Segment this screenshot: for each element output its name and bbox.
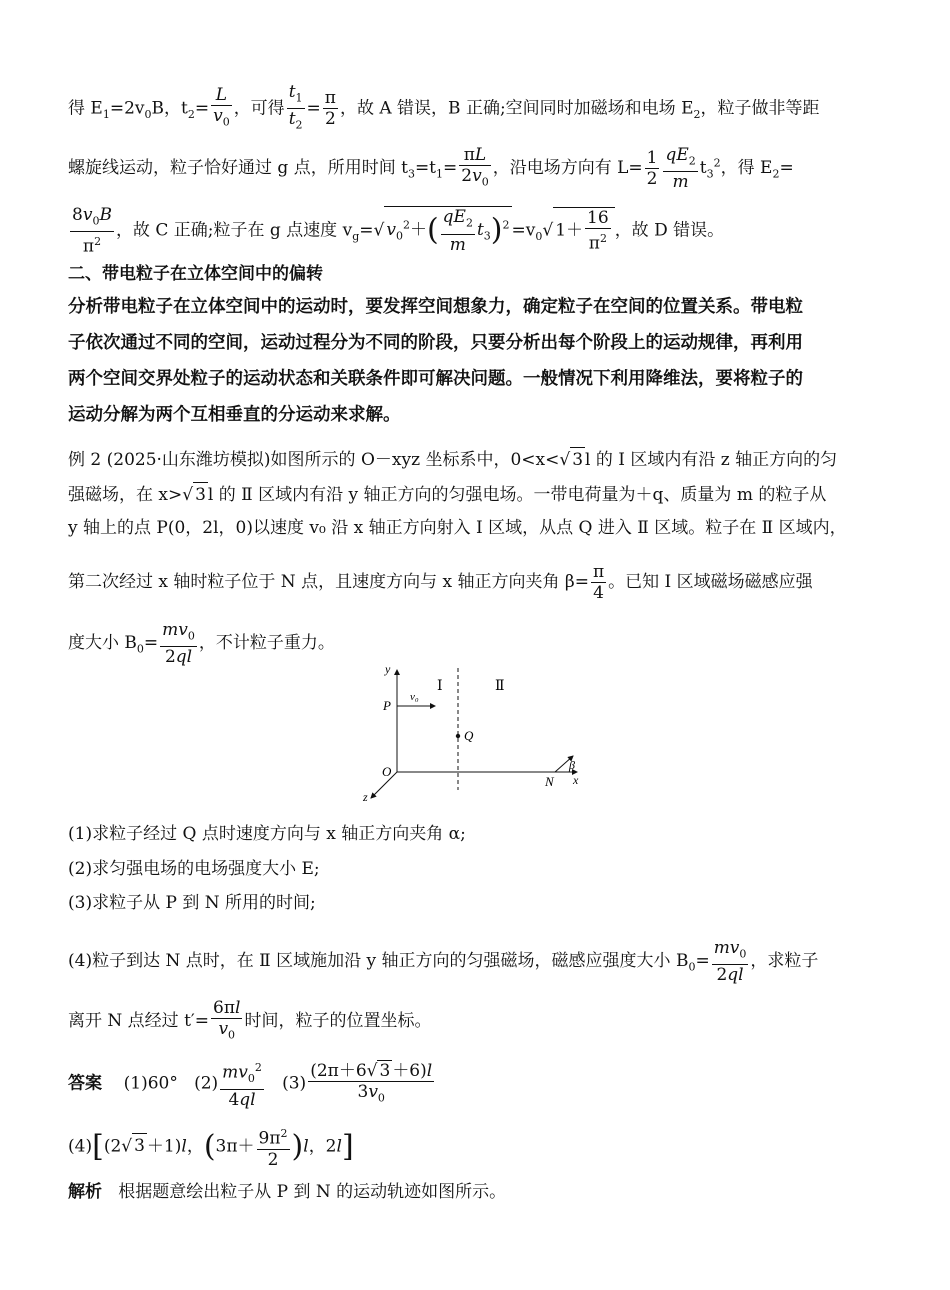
text: =: [695, 951, 710, 972]
section-para-4: 运动分解为两个互相垂直的分运动来求解。: [68, 405, 401, 425]
label-region-2: Ⅱ: [495, 679, 505, 694]
text: ，故 C 正确;粒子在 g 点速度 v: [115, 220, 353, 241]
fraction-8v0B-pi2: $\frac{8v_0B}{\pi^2}$: [72, 205, 112, 258]
answer-line: [68, 1058, 890, 1110]
question-2: (2)求匀强电场的电场强度大小 E;: [68, 859, 320, 879]
label-x: x: [573, 773, 579, 787]
text: =: [306, 98, 321, 119]
text: 。已知 Ⅰ 区域磁场磁感应强: [608, 572, 813, 592]
text: ，得 E: [720, 158, 773, 179]
text: =: [194, 98, 210, 119]
radical-vg: $v_0^2+$( $\frac{qE_2}{m}$ $t_3)^2$: [386, 207, 510, 255]
section-para-3: 两个空间交界处粒子的运动状态和关联条件即可解决问题。一般情况下利用降维法，要将粒子的: [68, 369, 803, 389]
fraction-half: $\frac{1}{2}$: [646, 148, 658, 190]
example-line-5: 度大小 $B_0=$ $\frac{mv_0}{2ql}$ ，不计粒子重力。: [68, 620, 335, 668]
text: ，求粒子: [750, 951, 819, 972]
text: l 的 Ⅱ 区域内有沿 y 轴正方向的匀强电场。一带电荷量为＋q、质量为 m 的粒子从: [207, 485, 827, 505]
example-line-1: 例 2 (2025·山东潍坊模拟)如图所示的 O－xyz 坐标系中，0<x<√ 3 l 的 Ⅰ 区域内有沿 z 轴正方向的匀: [68, 447, 890, 472]
fraction-L-v0: $\frac{L}{v_0}$: [213, 85, 230, 129]
answer-3: (3): [282, 1073, 307, 1094]
text: ，故 A 错误，B 正确;空间同时加磁场和电场 E: [339, 98, 694, 119]
text: =v: [511, 220, 536, 241]
text: 离开 N 点经过 t′=: [68, 1011, 210, 1032]
example-line-4: [68, 562, 890, 603]
label-v0: v₀: [410, 691, 419, 703]
text: 第二次经过 x 轴时粒子位于 N 点，且速度方向与 x 轴正方向夹角 β=: [68, 572, 589, 592]
section-para-1: 分析带电粒子在立体空间中的运动时，要发挥空间想象力，确定粒子在空间的位置关系。带电粒: [68, 297, 803, 317]
text: ，不计粒子重力。: [198, 633, 335, 654]
label-O: O: [382, 764, 392, 779]
text: ，可得: [233, 98, 285, 119]
fraction-mv0-2ql: $\frac{mv_0}{2ql}$: [162, 620, 195, 668]
fraction-6pil-v0: $\frac{6\pi l}{v_0}$: [213, 998, 241, 1042]
text: 强磁场，在 x>: [68, 485, 183, 505]
analysis-label: 解析: [68, 1182, 102, 1202]
point-Q: [456, 734, 460, 738]
question-5: [68, 998, 890, 1045]
text: =: [779, 158, 794, 179]
fraction-t1-t2: $\frac{t_1}{t_2}$: [288, 82, 303, 132]
text: 度大小 B: [68, 633, 137, 654]
radical-1-16-pi2: 1＋ $\frac{16}{\pi^2}$: [553, 207, 614, 254]
label-region-1: Ⅰ: [437, 679, 443, 694]
example-line-2: 强磁场，在 x>√ 3 l 的 Ⅱ 区域内有沿 y 轴正方向的匀强电场。一带电荷量为＋q、质量为 m 的粒子从: [68, 482, 890, 507]
text: =t: [414, 158, 437, 179]
text: t: [699, 158, 707, 179]
coordinate-figure: [355, 660, 595, 805]
text: l 的 Ⅰ 区域内有沿 z 轴正方向的匀: [585, 450, 838, 470]
section-heading: 二、带电粒子在立体空间中的偏转: [68, 264, 323, 284]
answer-1: (1)60°: [123, 1073, 178, 1094]
text: B，t: [151, 98, 188, 119]
solution-line-1: 得 $E_1=2v_0B$，$t_2=$ $\frac{L}{v_0}$ ，可得 $\frac{t_1}{t_2}$ = $\frac{\pi}{2}$ ，故 A 错误，B 正确;空间同时加磁场和电场 $E_2$，粒子做非等距: [68, 82, 890, 136]
solution-line-3: $\frac{8v_0B}{\pi^2}$ ，故 C 正确;粒子在 g 点速度 $v_g=√$ $v_0^2+$( $\frac{qE_2}{m}$ $t_3)^2 =v_0√$ 1＋ $\frac{16}{\pi^2}$ ，故 D 错误。: [72, 205, 725, 258]
label-z: z: [363, 790, 368, 804]
text: (4)粒子到达 N 点时，在 Ⅱ 区域施加沿 y 轴正方向的匀强磁场，磁感应强度大小 B: [68, 951, 689, 972]
text: ，沿电场方向有 L=: [492, 158, 643, 179]
answer-4-line: (4)[(2√ 3 ＋1)l，(3π＋ $\frac{9\pi^2}{2}$ )l，2l]: [68, 1124, 890, 1170]
answer-2: (2): [194, 1073, 219, 1094]
question-3: (3)求粒子从 P 到 N 所用的时间;: [68, 893, 316, 913]
fraction-qE2-m: $\frac{qE_2}{m}$: [665, 145, 696, 193]
text: 螺旋线运动，粒子恰好通过 g 点，所用时间 t: [68, 158, 408, 179]
section-para-2: 子依次通过不同的空间，运动过程分为不同的阶段，只要分析出每个阶段上的运动规律，再利用: [68, 333, 803, 353]
text: ，故 D 错误。: [614, 220, 725, 241]
text: =: [443, 158, 458, 179]
text: =: [359, 220, 374, 241]
example-line-3: y 轴上的点 P(0，2l，0)以速度 v₀ 沿 x 轴正方向射入 Ⅰ 区域，从点 Q 进入 Ⅱ 区域。粒子在 Ⅱ 区域内，: [68, 518, 847, 538]
fraction-mv0-2ql: $\frac{mv_0}{2ql}$: [713, 938, 747, 986]
question-4: (4)粒子到达 N 点时，在 Ⅱ 区域施加沿 y 轴正方向的匀强磁场，磁感应强度大小 $B_0=$ $\frac{mv_0}{2ql}$ ，求粒子: [68, 938, 819, 986]
label-y: y: [385, 662, 391, 676]
fraction-piL-2v0: $\frac{\pi L}{2v_0}$: [461, 145, 489, 189]
text: 例 2 (2025·山东潍坊模拟)如图所示的 O－xyz 坐标系中，0<x<: [68, 450, 560, 470]
answer-4: (4): [68, 1136, 93, 1157]
fraction-answer-3: $\frac{(2\pi+6√ 3 +6)l}{3v_0}$: [310, 1060, 433, 1105]
label-Q: Q: [464, 728, 474, 743]
fraction-pi-2: $\frac{\pi}{2}$: [324, 88, 336, 130]
analysis-text: 根据题意绘出粒子从 P 到 N 的运动轨迹如图所示。: [118, 1182, 507, 1202]
text: 得 E: [68, 98, 103, 119]
fraction-pi-4: $\frac{\pi}{4}$: [592, 562, 605, 603]
fraction-mv02-4ql: $\frac{mv_0^2}{4ql}$: [220, 1058, 264, 1110]
answer-label: 答案: [68, 1073, 102, 1094]
solution-line-2: 螺旋线运动，粒子恰好通过 g 点，所用时间 $t_3=t_1=$ $\frac{\pi L}{2v_0}$ ，沿电场方向有 L= $\frac{1}{2}$ $\frac{qE_2}{m}$ $t_3^2$，得 $E_2=$: [68, 145, 794, 193]
text: =2v: [109, 98, 145, 119]
label-beta: β: [569, 758, 575, 772]
label-P: P: [383, 698, 391, 713]
analysis-line: [68, 1180, 890, 1204]
text: ，粒子做非等距: [700, 98, 820, 119]
label-N: N: [545, 774, 554, 789]
question-1: (1)求粒子经过 Q 点时速度方向与 x 轴正方向夹角 α;: [68, 824, 466, 844]
text: 时间，粒子的位置坐标。: [244, 1011, 432, 1032]
text: =: [143, 633, 159, 654]
